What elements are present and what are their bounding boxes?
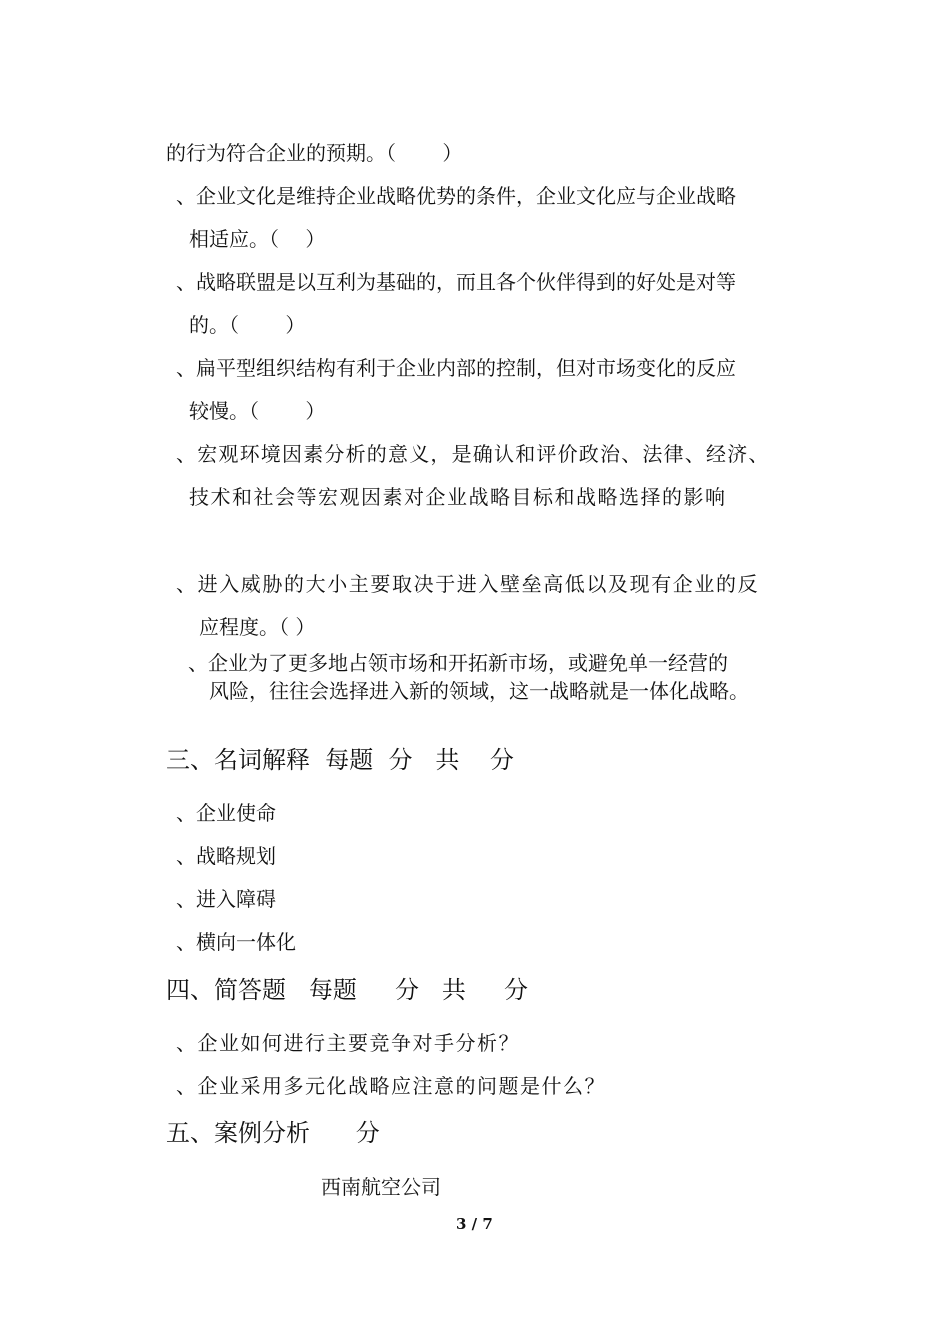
- tf-question-line: 的行为符合企业的预期。（ ）: [166, 141, 463, 165]
- tf-question-line: 应程度。（ ）: [199, 615, 316, 639]
- tf-question-line: 、企业为了更多地占领市场和开拓新市场，或避免单一经营的: [188, 651, 728, 675]
- section-5-heading: 五、案例分析 分: [166, 1119, 380, 1147]
- section-4-heading: 四、简答题 每题 分 共 分: [166, 976, 529, 1004]
- tf-question-line: 、进入威胁的大小主要取决于进入壁垒高低以及现有企业的反: [176, 572, 760, 596]
- section-3-heading: 三、名词解释 每题 分 共 分: [166, 746, 514, 774]
- tf-question-line: 、宏观环境因素分析的意义，是确认和评价政治、法律、经济、: [176, 442, 770, 466]
- tf-question-line: 、扁平型组织结构有利于企业内部的控制，但对市场变化的反应: [176, 356, 736, 380]
- term-item: 、战略规划: [176, 844, 276, 868]
- term-item: 、企业使命: [176, 801, 276, 825]
- tf-question-line: 技术和社会等宏观因素对企业战略目标和战略选择的影响: [189, 485, 727, 509]
- tf-question-line: 、战略联盟是以互利为基础的，而且各个伙伴得到的好处是对等: [176, 270, 736, 294]
- tf-question-line: 较慢。（ ）: [189, 399, 326, 423]
- short-answer-item: 、企业采用多元化战略应注意的问题是什么？: [176, 1074, 606, 1098]
- tf-question-line: 的。（ ）: [189, 313, 306, 337]
- short-answer-item: 、企业如何进行主要竞争对手分析？: [176, 1031, 520, 1055]
- case-title: 西南航空公司: [321, 1175, 441, 1199]
- term-item: 、进入障碍: [176, 887, 276, 911]
- tf-question-line: 、企业文化是维持企业战略优势的条件，企业文化应与企业战略: [176, 184, 736, 208]
- page-number: 3 / 7: [456, 1215, 493, 1233]
- tf-question-line: 相适应。（ ）: [189, 227, 326, 251]
- tf-question-line: 风险，往往会选择进入新的领域，这一战略就是一体化战略。: [209, 679, 749, 703]
- term-item: 、横向一体化: [176, 930, 296, 954]
